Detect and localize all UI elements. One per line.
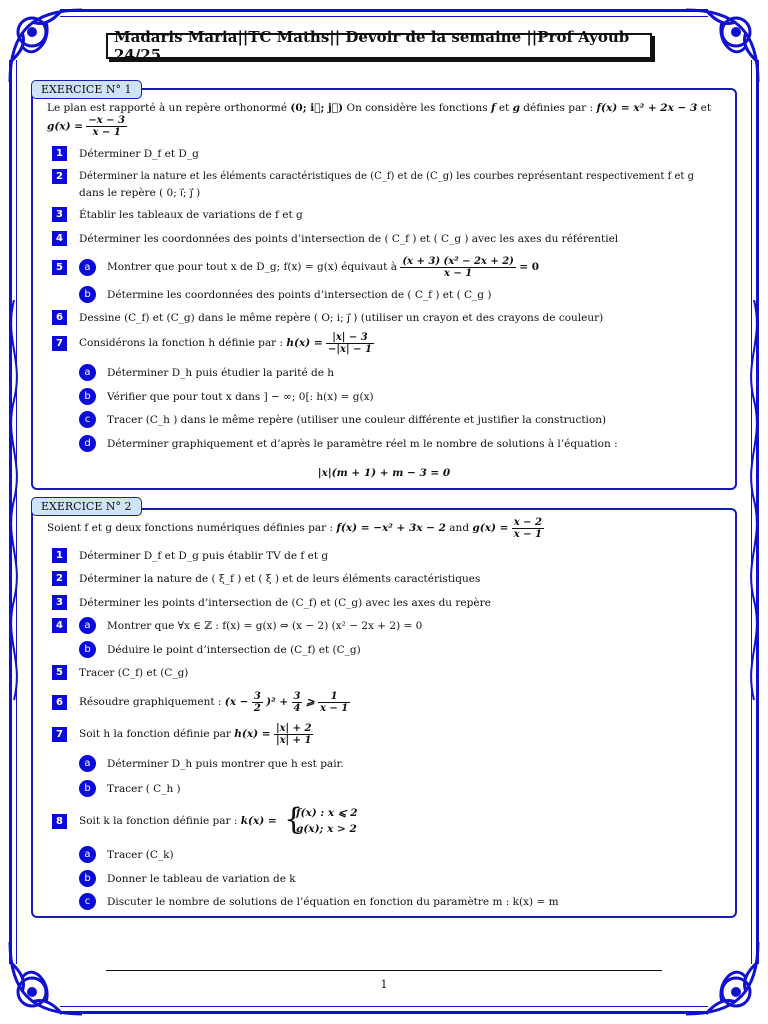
ex2-item-4b: Déduire le point d’intersection de (C_f) et (C_g) [107, 644, 361, 656]
ex1-g-definition: g(x) = $\frac{-x - 3}{x - 1}$ [47, 115, 125, 138]
ex1-sub7-text: Déterminer graphiquement et d’après le paramètre réel m le nombre de solutions à l’équation : [107, 438, 618, 450]
ex2-sub8-letter: a [79, 846, 96, 863]
footer-rule [106, 970, 662, 971]
ex2-item-7-text: Soit h la fonction définie par h(x) = $\frac{|x| + 2}{|x| + 1}$ [79, 722, 312, 746]
ex1-item-3-text: Établir les tableaux de variations de f et g [79, 209, 303, 221]
ex2-h-fraction: $\frac{|x| + 2}{|x| + 1}$ [275, 722, 312, 746]
ex1-item-number: 2 [52, 169, 67, 184]
ex2-item-4-letter: b [79, 641, 96, 658]
frame-top-outer [60, 9, 708, 12]
ex2-sub7-letter: a [79, 755, 96, 772]
ex1-sub7-text: Déterminer D_h puis étudier la parité de h [107, 367, 335, 379]
ex1-sub7-letter: b [79, 388, 96, 405]
ex2-item-5-text: Tracer (C_f) et (C_g) [79, 667, 189, 679]
ex1-g-fraction: $\frac{-x - 3}{x - 1}$ [88, 115, 125, 138]
page-number: 1 [380, 978, 388, 991]
ex1-item-7-text: Considérons la fonction h définie par : h(x) = $\frac{|x| - 3}{-|x| - 1}$ [79, 331, 372, 355]
corner-ornament-top-right [680, 2, 766, 88]
ex1-item-number: 7 [52, 336, 67, 351]
ex2-frac-3-2: $\frac{3}{2}$ [253, 690, 261, 714]
ex2-sub7-text: Déterminer D_h puis montrer que h est pair. [107, 758, 344, 770]
ex1-item-number: 5 [52, 260, 67, 275]
ex1-item-5a: Montrer que pour tout x de D_g; f(x) = g(x) équivaut à $\frac{\text{(x + 3) (x² − 2x + 2)}}{x - 1}$ = 0 [107, 255, 540, 279]
ex2-item-number: 6 [52, 695, 67, 710]
frame-top-inner [60, 16, 708, 17]
side-ornament-left [2, 300, 26, 700]
ex1-sub7-letter: d [79, 435, 96, 452]
ex1-equation: |x|(m + 1) + m − 3 = 0 [317, 467, 451, 479]
ex2-item-8-text: Soit k la fonction définie par : k(x) = [79, 815, 277, 827]
ex2-item-2-text: Déterminer la nature de ( ξ_f ) et ( ξ ) et de leurs éléments caractéristiques [79, 573, 481, 585]
ex2-item-number: 2 [52, 571, 67, 586]
ex2-item-number: 3 [52, 595, 67, 610]
exercise-2-label: EXERCICE N° 2 [31, 497, 142, 516]
ex2-item-6-text: Résoudre graphiquement : (x − $\frac{3}{2}$ )² + $\frac{3}{4}$ ⩾ $\frac{1}{x - 1}$ [79, 690, 349, 714]
ex2-item-3-text: Déterminer les points d’intersection de (C_f) et (C_g) avec les axes du repère [79, 597, 491, 609]
ex1-item-1-text: Déterminer D_f et D_g [79, 148, 199, 160]
ex2-sub8-text: Tracer (C_k) [107, 849, 174, 861]
ex2-item-number: 1 [52, 548, 67, 563]
ex2-sub7-text: Tracer ( C_h ) [107, 783, 181, 795]
ex1-item-number: 3 [52, 207, 67, 222]
ex1-item-number: 4 [52, 231, 67, 246]
ex1-item-5b: Détermine les coordonnées des points d’intersection de ( C_f ) et ( C_g ) [107, 289, 492, 301]
ex2-sub8-letter: c [79, 893, 96, 910]
ex2-sub7-letter: b [79, 780, 96, 797]
frame-bottom-inner [60, 1006, 708, 1007]
ex2-k-brace: { [284, 802, 304, 837]
ex1-item-number: 1 [52, 146, 67, 161]
ex1-item-5-letter: b [79, 286, 96, 303]
ex1-item-2-text: Déterminer la nature et les éléments caractéristiques de (C_f) et de (C_g) les courbes représentant respectivement f et g [79, 171, 694, 182]
ex1-h-fraction: $\frac{|x| - 3}{-|x| - 1}$ [328, 331, 372, 355]
ex1-sub7-letter: a [79, 364, 96, 381]
ex2-intro: Soient f et g deux fonctions numériques définies par : f(x) = −x² + 3x − 2 and g(x) = $\frac{x - 2}{x - 1}$ [47, 516, 542, 540]
ex1-sub7-letter: c [79, 411, 96, 428]
corner-ornament-top-left [2, 2, 88, 88]
ex2-item-4-letter: a [79, 617, 96, 634]
ex1-item-5a-fraction: $\frac{\text{(x + 3) (x² − 2x + 2)}}{x - 1}$ [402, 255, 514, 279]
ex2-k-case1: f(x) : x ⩽ 2 [296, 807, 358, 819]
ex2-item-number: 5 [52, 665, 67, 680]
ex2-sub8-text: Donner le tableau de variation de k [107, 873, 296, 885]
ex1-item-number: 6 [52, 310, 67, 325]
frame-bottom-outer [60, 1011, 708, 1014]
ex2-item-number: 7 [52, 727, 67, 742]
ex2-item-number: 8 [52, 814, 67, 829]
side-ornament-right [742, 300, 766, 700]
ex1-sub7-text: Vérifier que pour tout x dans ] − ∞; 0[: h(x) = g(x) [107, 391, 374, 403]
ex2-item-4a: Montrer que ∀x ∈ ℤ : f(x) = g(x) ⇔ (x − 2) (x² − 2x + 2) = 0 [107, 620, 423, 632]
ex2-item-1-text: Déterminer D_f et D_g puis établir TV de f et g [79, 550, 329, 562]
page-title: Madaris Maria||TC Maths|| Devoir de la semaine ||Prof Ayoub 24/25 [106, 33, 652, 59]
ex2-frac-1-x: $\frac{1}{x - 1}$ [319, 690, 349, 714]
ex1-item-4-text: Déterminer les coordonnées des points d’intersection de ( C_f ) et ( C_g ) avec les axes du référentiel [79, 233, 619, 245]
ex1-item-2-text2: dans le repère ( 0; i⃗; j⃗ ) [79, 187, 201, 199]
ex2-sub8-text: Discuter le nombre de solutions de l’équation en fonction du paramètre m : k(x) = m [107, 896, 559, 908]
ex2-g-fraction: $\frac{x - 2}{x - 1}$ [513, 516, 542, 540]
ex1-item-5-letter: a [79, 259, 96, 276]
ex1-intro-line1: Le plan est rapporté à un repère orthonormé (0; i⃗; j⃗) On considère les fonctions f et g définies par : f(x) = x² + 2x − 3 et [47, 102, 712, 114]
exercise-1-label: EXERCICE N° 1 [31, 80, 142, 99]
ex1-item-6-text: Dessine (C_f) et (C_g) dans le même repère ( O; i; j⃗ ) (utiliser un crayon et des crayons de couleur) [79, 312, 604, 324]
ex2-item-number: 4 [52, 618, 67, 633]
ex2-frac-3-4: $\frac{3}{4}$ [293, 690, 301, 714]
ex2-sub8-letter: b [79, 870, 96, 887]
ex2-k-case2: g(x); x > 2 [296, 823, 357, 835]
ex1-sub7-text: Tracer (C_h ) dans le même repère (utiliser une couleur différente et justifier la construction) [107, 414, 607, 426]
